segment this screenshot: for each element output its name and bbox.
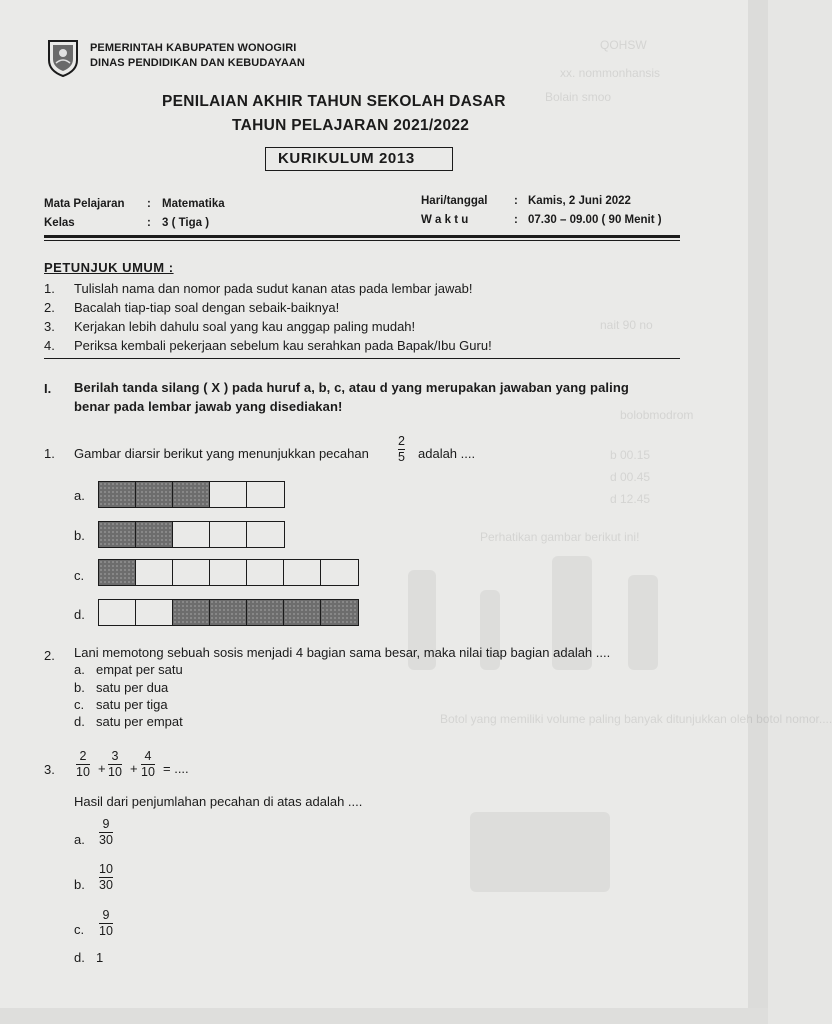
fraction xyxy=(99,909,113,938)
empty-cell xyxy=(210,482,247,507)
option-label: d. xyxy=(74,607,85,622)
date-value: Kamis, 2 Juni 2022 xyxy=(528,195,631,207)
section-instruction-line2: benar pada lembar jawab yang disediakan! xyxy=(74,399,343,414)
colon: : xyxy=(514,195,518,207)
instruction-text: Kerjakan lebih dahulu soal yang kau anggap paling mudah! xyxy=(74,319,416,334)
org-name-line1: PEMERINTAH KABUPATEN WONOGIRI xyxy=(90,42,297,54)
header-divider-thin xyxy=(44,240,680,241)
empty-cell xyxy=(136,560,173,585)
fraction-bar xyxy=(98,599,359,626)
fraction-denominator: 5 xyxy=(398,450,405,464)
fraction-denominator: 10 xyxy=(108,765,122,779)
option-label: c. xyxy=(74,922,85,937)
scan-edge xyxy=(748,0,768,1024)
instruction-text: Periksa kembali pekerjaan sebelum kau serahkan pada Bapak/Ibu Guru! xyxy=(74,338,492,353)
instruction-number: 3. xyxy=(44,319,55,334)
fraction-bar xyxy=(98,521,285,548)
shaded-cell xyxy=(99,560,136,585)
fraction-numerator: 3 xyxy=(111,749,119,763)
colon: : xyxy=(147,198,151,210)
shaded-cell xyxy=(210,600,247,625)
class-value: 3 ( Tiga ) xyxy=(162,217,210,229)
subject-label: Mata Pelajaran xyxy=(44,198,125,210)
option-label: d. xyxy=(74,714,85,729)
shaded-cell xyxy=(136,522,173,547)
empty-cell xyxy=(247,482,284,507)
shaded-cell xyxy=(173,482,210,507)
fraction-numerator: 2 xyxy=(79,749,87,763)
instruction-number: 4. xyxy=(44,338,55,353)
fraction-denominator: 10 xyxy=(99,924,113,938)
question-text: Hasil dari penjumlahan pecahan di atas adalah .... xyxy=(74,794,363,809)
scan-edge-bottom xyxy=(0,1008,768,1024)
colon: : xyxy=(514,214,518,226)
option-label: c. xyxy=(74,697,85,712)
fraction-bar xyxy=(98,559,359,586)
fraction xyxy=(76,750,90,779)
option-label: b. xyxy=(74,877,85,892)
shaded-cell xyxy=(284,600,321,625)
option-label: b. xyxy=(74,528,85,543)
option-label: a. xyxy=(74,662,85,677)
instruction-text: Bacalah tiap-tiap soal dengan sebaik-baiknya! xyxy=(74,300,340,315)
fraction-numerator: 9 xyxy=(102,817,110,831)
class-label: Kelas xyxy=(44,217,75,229)
instruction-text: Tulislah nama dan nomor pada sudut kanan atas pada lembar jawab! xyxy=(74,281,473,296)
plus-sign: + xyxy=(130,761,138,776)
section-number: I. xyxy=(44,381,52,396)
academic-year: TAHUN PELAJARAN 2021/2022 xyxy=(232,117,470,134)
fraction xyxy=(99,818,113,847)
option-label: d. xyxy=(74,950,85,965)
equals-sign: = .... xyxy=(163,761,189,776)
question-text: Lani memotong sebuah sosis menjadi 4 bagian sama besar, maka nilai tiap bagian adalah .... xyxy=(74,645,611,660)
option-text: satu per tiga xyxy=(96,697,168,712)
shaded-cell xyxy=(173,600,210,625)
fraction-bar xyxy=(98,481,285,508)
org-name-line2: DINAS PENDIDIKAN DAN KEBUDAYAAN xyxy=(90,57,305,69)
option-text: satu per dua xyxy=(96,680,169,695)
header-divider xyxy=(44,235,680,238)
curriculum-label: KURIKULUM 2013 xyxy=(278,150,415,167)
shaded-cell xyxy=(136,482,173,507)
fraction xyxy=(108,750,122,779)
fraction-denominator: 30 xyxy=(99,878,113,892)
instruction-number: 1. xyxy=(44,281,55,296)
empty-cell xyxy=(173,522,210,547)
instructions-divider xyxy=(44,358,680,359)
colon: : xyxy=(147,217,151,229)
empty-cell xyxy=(321,560,358,585)
option-text: 1 xyxy=(96,950,104,965)
fraction-denominator: 30 xyxy=(99,833,113,847)
fraction xyxy=(141,750,155,779)
fraction-denominator: 10 xyxy=(141,765,155,779)
exam-title: PENILAIAN AKHIR TAHUN SEKOLAH DASAR xyxy=(162,93,506,110)
fraction-denominator: 10 xyxy=(76,765,90,779)
government-emblem-icon xyxy=(46,38,80,78)
empty-cell xyxy=(284,560,321,585)
instructions-heading: PETUNJUK UMUM : xyxy=(44,260,174,275)
fraction xyxy=(99,863,113,892)
fraction xyxy=(398,435,405,464)
option-text: satu per empat xyxy=(96,714,183,729)
fraction-numerator: 10 xyxy=(99,862,113,876)
empty-cell xyxy=(210,522,247,547)
shaded-cell xyxy=(247,600,284,625)
empty-cell xyxy=(136,600,173,625)
question-number: 3. xyxy=(44,762,55,777)
question-number: 2. xyxy=(44,648,55,663)
empty-cell xyxy=(247,522,284,547)
time-value: 07.30 – 09.00 ( 90 Menit ) xyxy=(528,214,662,226)
empty-cell xyxy=(210,560,247,585)
instruction-number: 2. xyxy=(44,300,55,315)
question-suffix: adalah .... xyxy=(418,446,476,461)
option-label: c. xyxy=(74,568,85,583)
fraction-numerator: 2 xyxy=(398,434,405,448)
fraction-numerator: 4 xyxy=(144,749,152,763)
plus-sign: + xyxy=(98,761,106,776)
option-label: a. xyxy=(74,488,85,503)
empty-cell xyxy=(99,600,136,625)
shaded-cell xyxy=(321,600,358,625)
subject-value: Matematika xyxy=(162,198,225,210)
question-number: 1. xyxy=(44,446,55,461)
shaded-cell xyxy=(99,522,136,547)
option-label: b. xyxy=(74,680,85,695)
shaded-cell xyxy=(99,482,136,507)
date-label: Hari/tanggal xyxy=(421,195,488,207)
time-label: W a k t u xyxy=(421,214,469,226)
fraction-numerator: 9 xyxy=(102,908,110,922)
option-label: a. xyxy=(74,832,85,847)
section-instruction-line1: Berilah tanda silang ( X ) pada huruf a, b, c, atau d yang merupakan jawaban yang paling xyxy=(74,380,629,395)
option-text: empat per satu xyxy=(96,662,183,677)
empty-cell xyxy=(247,560,284,585)
empty-cell xyxy=(173,560,210,585)
question-text: Gambar diarsir berikut yang menunjukkan pecahan xyxy=(74,446,369,461)
